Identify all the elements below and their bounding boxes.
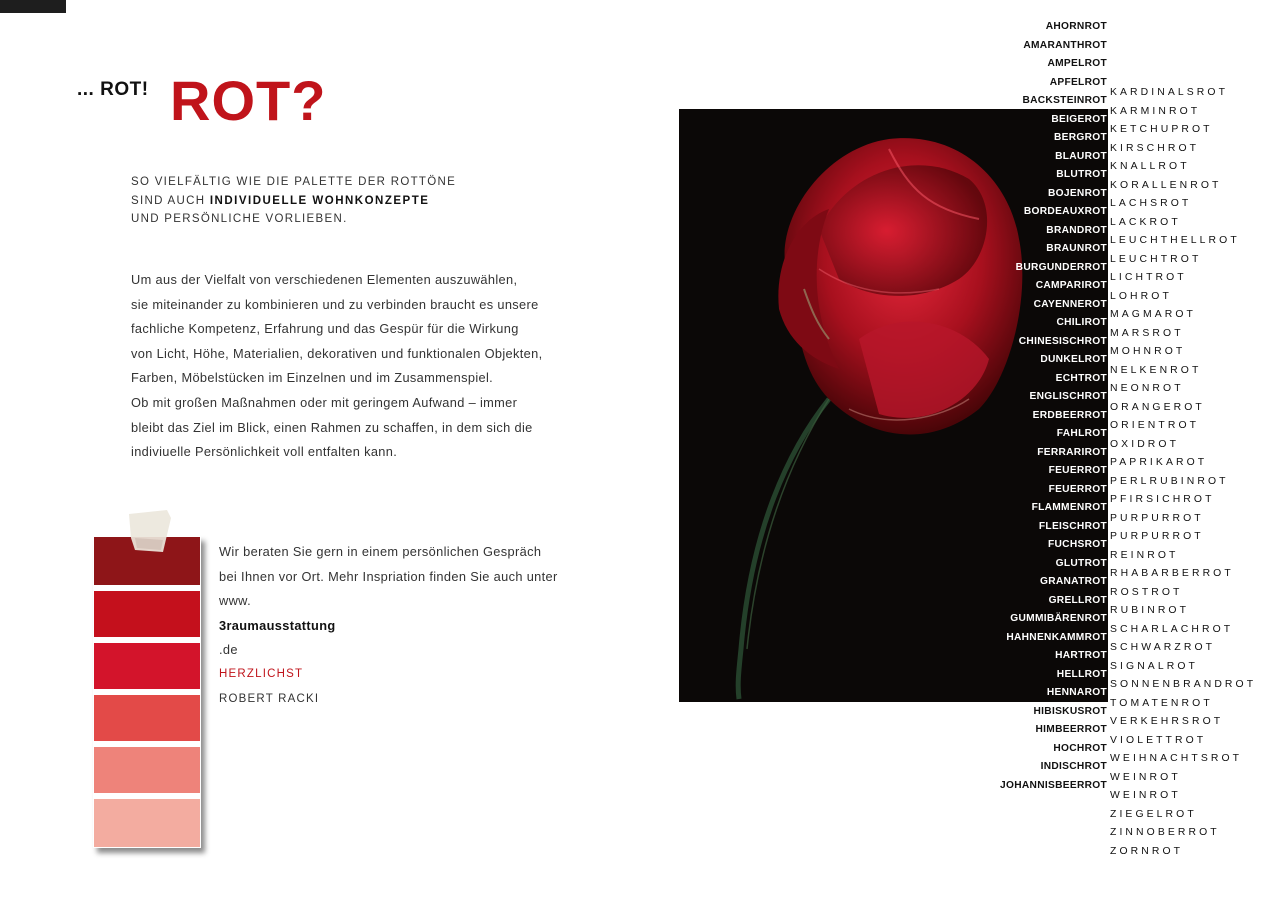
- color-name-item: GRELLROT: [1048, 594, 1107, 606]
- color-name-item: BRAUNROT: [1046, 243, 1107, 254]
- color-names-right: [1110, 84, 1256, 861]
- color-name-item: LACHSROT: [1110, 198, 1192, 209]
- tape-strip: [127, 508, 171, 554]
- color-name-item: NELKENROT: [1110, 364, 1202, 376]
- color-name-item: ERDBEERROT: [1032, 409, 1107, 421]
- color-name-item: BLAUROT: [1055, 150, 1107, 162]
- color-name-item: MAGMAROT: [1110, 309, 1196, 320]
- corner-mark: [0, 0, 66, 13]
- swatch: [94, 695, 200, 741]
- color-name-item: SONNENBRANDROT: [1110, 679, 1257, 690]
- body-line: sie miteinander zu kombinieren und zu verbinden braucht es unsere: [131, 296, 539, 312]
- color-name-item: HARTROT: [1055, 650, 1107, 661]
- color-name-item: ORIENTROT: [1110, 420, 1200, 431]
- intro-line-3: UND PERSÖNLICHE VORLIEBEN.: [131, 213, 348, 225]
- color-name-item: BORDEAUXROT: [1023, 206, 1107, 217]
- color-name-item: ECHTROT: [1055, 372, 1107, 384]
- body-line: von Licht, Höhe, Materialien, dekorativen und funktionalen Objekten,: [131, 345, 543, 361]
- swatch: [94, 747, 200, 793]
- color-name-item: KNALLROT: [1110, 161, 1190, 172]
- color-name-item: BURGUNDERROT: [1015, 261, 1107, 273]
- body-line: Farben, Möbelstücken im Einzelnen und im Zusammenspiel.: [131, 370, 494, 386]
- heading-big: ROT?: [170, 69, 327, 132]
- color-name-item: LACKROT: [1110, 216, 1181, 228]
- color-name-item: CAMPARIROT: [1035, 280, 1107, 291]
- color-name-item: FERRARIROT: [1037, 446, 1107, 458]
- color-name-item: KARMINROT: [1110, 105, 1201, 117]
- color-name-item: PERLRUBINROT: [1110, 475, 1229, 487]
- heading-small: ... ROT!: [77, 79, 149, 100]
- color-name-item: WEIHNACHTSROT: [1110, 753, 1243, 764]
- color-name-item: BRANDROT: [1046, 224, 1107, 236]
- color-name-item: KARDINALSROT: [1110, 87, 1229, 98]
- color-name-item: CHILIROT: [1056, 317, 1107, 328]
- color-name-item: HELLROT: [1056, 668, 1107, 680]
- color-name-item: KETCHUPROT: [1110, 124, 1213, 135]
- color-name-item: PURPURROT: [1110, 512, 1204, 524]
- color-name-item: BERGROT: [1053, 132, 1107, 143]
- color-name-item: SIGNALROT: [1110, 660, 1198, 672]
- color-name-item: CHINESISCHROT: [1018, 335, 1107, 347]
- color-name-item: SCHARLACHROT: [1110, 623, 1234, 635]
- color-name-item: LOHROT: [1110, 290, 1172, 302]
- color-name-item: CAYENNEROT: [1033, 298, 1107, 310]
- url-tld: .de: [219, 642, 238, 658]
- color-name-item: SCHWARZROT: [1110, 642, 1216, 653]
- url-pre: www.: [219, 593, 251, 609]
- color-name-item: FLEISCHROT: [1038, 520, 1107, 532]
- color-name-item: HOCHROT: [1053, 742, 1107, 754]
- color-name-item: WEINROT: [1110, 790, 1181, 801]
- color-name-item: KORALLENROT: [1110, 179, 1222, 191]
- color-name-item: FEUERROT: [1048, 465, 1107, 476]
- color-name-item: ENGLISCHROT: [1029, 391, 1107, 402]
- color-name-item: ROSTROT: [1110, 586, 1183, 598]
- color-name-item: APFELROT: [1049, 76, 1107, 88]
- color-name-item: VERKEHRSROT: [1110, 716, 1224, 727]
- color-name-item: JOHANNISBEERROT: [1000, 779, 1107, 791]
- color-name-item: INDISCHROT: [1040, 761, 1107, 772]
- color-name-item: GRANATROT: [1039, 576, 1107, 587]
- color-swatch-card: [93, 536, 201, 848]
- color-name-item: AMPELROT: [1047, 58, 1107, 69]
- color-name-item: FLAMMENROT: [1031, 502, 1107, 513]
- signature-name: ROBERT RACKI: [219, 693, 320, 705]
- color-name-item: OXIDROT: [1110, 438, 1180, 450]
- body-line: bleibt das Ziel im Blick, einen Rahmen zu schaffen, in dem sich die: [131, 419, 533, 435]
- color-name-item: KIRSCHROT: [1110, 142, 1200, 154]
- color-name-item: FUCHSROT: [1048, 539, 1107, 550]
- color-name-item: BEIGEROT: [1051, 113, 1107, 125]
- contact-line-1: Wir beraten Sie gern in einem persönlichen Gespräch: [219, 544, 542, 559]
- swatch: [94, 591, 200, 637]
- color-name-item: LEUCHTHELLROT: [1110, 235, 1240, 246]
- color-name-item: FAHLROT: [1056, 428, 1107, 439]
- color-name-item: HENNAROT: [1046, 687, 1107, 698]
- color-name-item: NEONROT: [1110, 383, 1184, 394]
- color-name-item: BACKSTEINROT: [1022, 95, 1107, 106]
- swatch: [94, 643, 200, 689]
- swatch: [94, 799, 200, 847]
- color-name-item: HAHNENKAMMROT: [1006, 631, 1107, 643]
- color-name-item: BOJENROT: [1047, 187, 1107, 199]
- color-name-item: BLUTROT: [1056, 169, 1107, 180]
- color-name-item: LICHTROT: [1110, 272, 1187, 283]
- website-link[interactable]: [219, 589, 558, 663]
- intro-line-2-pre: SIND AUCH: [131, 194, 210, 207]
- body-line: fachliche Kompetenz, Erfahrung und das Gespür für die Wirkung: [131, 321, 519, 337]
- color-name-item: ZINNOBERROT: [1110, 827, 1220, 838]
- color-name-item: PURPURROT: [1110, 531, 1204, 542]
- color-name-item: PAPRIKAROT: [1110, 457, 1208, 468]
- color-name-item: MARSROT: [1110, 327, 1184, 339]
- intro-text: [131, 173, 456, 229]
- color-name-item: FEUERROT: [1048, 483, 1107, 495]
- greeting: HERZLICHST: [219, 668, 304, 680]
- color-name-item: GUMMIBÄRENROT: [1010, 613, 1107, 624]
- url-domain: 3raumausstattung: [219, 617, 336, 633]
- color-name-item: GLUTROT: [1055, 557, 1107, 569]
- body-paragraph: [131, 268, 591, 465]
- color-name-item: REINROT: [1110, 549, 1179, 561]
- color-name-item: TOMATENROT: [1110, 697, 1213, 709]
- color-name-item: WEINROT: [1110, 771, 1181, 783]
- color-name-item: AMARANTHROT: [1023, 39, 1107, 51]
- color-name-item: HIBISKUSROT: [1033, 705, 1107, 717]
- color-name-item: DUNKELROT: [1040, 354, 1107, 365]
- color-name-item: ORANGEROT: [1110, 401, 1205, 413]
- contact-line-2: bei Ihnen vor Ort. Mehr Inspriation finden Sie auch unter: [219, 568, 558, 584]
- color-name-item: RHABARBERROT: [1110, 568, 1234, 579]
- intro-line-1: SO VIELFÄLTIG WIE DIE PALETTE DER ROTTÖNE: [131, 176, 457, 188]
- color-name-item: LEUCHTROT: [1110, 253, 1202, 265]
- body-line: indiviuelle Persönlichkeit voll entfalten kann.: [131, 444, 398, 460]
- intro-line-2-bold: INDIVIDUELLE WOHNKONZEPTE: [209, 194, 430, 207]
- color-name-item: PFIRSICHROT: [1110, 494, 1215, 505]
- contact-text: [219, 540, 558, 663]
- body-line: Um aus der Vielfalt von verschiedenen Elementen auszuwählen,: [131, 272, 518, 287]
- body-line: Ob mit großen Maßnahmen oder mit geringem Aufwand – immer: [131, 394, 518, 410]
- color-names-left: [1000, 18, 1107, 795]
- color-name-item: AHORNROT: [1045, 21, 1107, 32]
- color-name-item: HIMBEERROT: [1035, 724, 1107, 735]
- color-name-item: MOHNROT: [1110, 346, 1186, 357]
- intro-line-2: [131, 192, 456, 211]
- color-name-item: ZIEGELROT: [1110, 808, 1197, 820]
- color-name-item: RUBINROT: [1110, 605, 1190, 616]
- color-name-item: VIOLETTROT: [1110, 734, 1207, 746]
- color-name-item: ZORNROT: [1110, 845, 1184, 857]
